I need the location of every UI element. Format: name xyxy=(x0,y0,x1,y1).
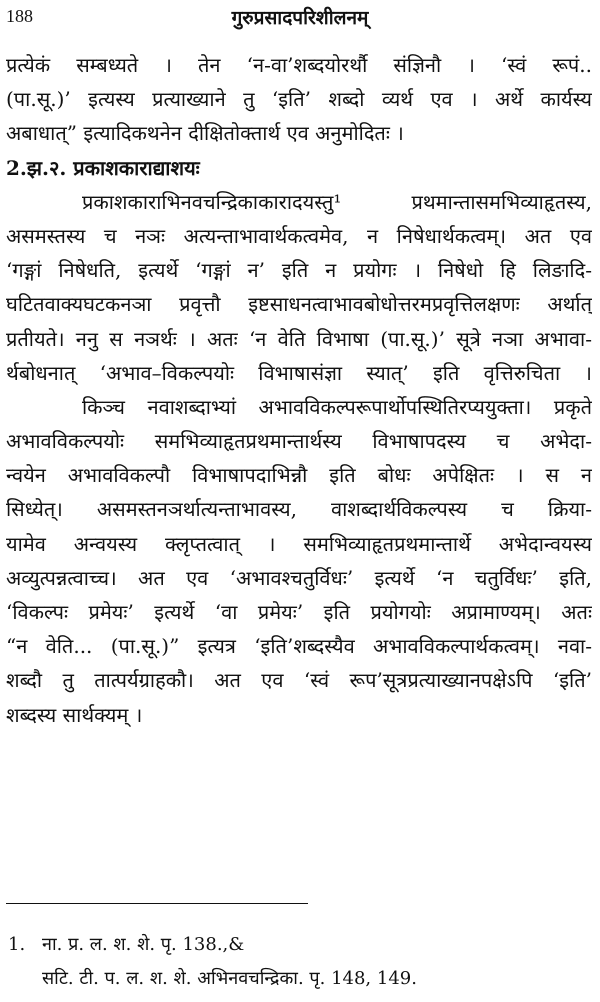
text-line: प्रत्येकं सम्बध्यते । तेन ‘न-वा’शब्दयोरर्थौ संज्ञिनौ । ‘स्वं रूपं.. xyxy=(6,53,592,77)
text-line: सिध्येत्। असमस्तनञर्थात्यन्ताभावस्य, वाशब्दार्थविकल्पस्य च क्रिया- xyxy=(6,497,592,522)
page-header xyxy=(0,2,600,32)
text-line: अव्युत्पन्नत्वाच्च। अत एव ‘अभावश्चतुर्विधः’ इत्यर्थे ‘न चतुर्विधः’ इति, xyxy=(6,565,592,590)
footnote-line xyxy=(0,962,600,996)
text-line: घटितवाक्यघटकनञा प्रवृत्तौ इष्टसाधनत्वाभावबोधोत्तरमप्रवृत्तिलक्षणः अर्थात् xyxy=(6,292,592,317)
text-line: ‘गङ्गां निषेधति, इत्यर्थे ‘गङ्गां न’ इति न प्रयोगः । निषेधो हि लिङादि- xyxy=(6,258,592,283)
text-line: शब्दस्य सार्थक्यम् । xyxy=(6,702,143,727)
body-text xyxy=(0,48,600,732)
text-line: प्रकाशकाराभिनवचन्द्रिकाकारादयस्तु¹ प्रथमान्तासमभिव्याहृतस्य, xyxy=(82,189,592,214)
page-number: 188 xyxy=(6,6,33,26)
text-line: न्वयेन अभावविकल्पौ विभाषापदाभिन्नौ इति बोधः अपेक्षितः । स न xyxy=(6,463,592,488)
text-line: ‘विकल्पः प्रमेयः’ इत्यर्थे ‘वा प्रमेयः’ इति प्रयोगयोः अप्रामाण्यम्। अतः xyxy=(6,600,592,624)
text-line: शब्दौ तु तात्पर्यग्राहकौ। अत एव ‘स्वं रूप’सूत्रप्रत्याख्यानपक्षेऽपि ‘इति’ xyxy=(6,668,592,693)
text-line: “न वेति... (पा.सू.)” इत्यत्र ‘इति’शब्दस्यैव अभावविकल्पार्थकत्वम्। नवा- xyxy=(6,634,592,659)
footnote-text: सटि. टी. प. ल. श. शे. अभिनवचन्द्रिका. पृ. 148, 149. xyxy=(42,968,417,989)
text-line: (पा.सू.)’ इत्यस्य प्रत्याख्याने तु ‘इति’ शब्दो व्यर्थ एव । अर्थे कार्यस्य xyxy=(6,87,592,112)
text-line: यामेव अन्वयस्य क्लृप्तत्वात् । समभिव्याहृतप्रथमान्तार्थे अभेदान्वयस्य xyxy=(6,531,592,556)
text-line: अबाधात्” इत्यादिकथनेन दीक्षितोक्तार्थ एव अनुमोदितः । xyxy=(6,121,404,146)
footnote-divider xyxy=(6,903,308,904)
section-heading: 2.झ.२. प्रकाशकाराद्याशयः xyxy=(6,155,200,180)
text-line: किञ्च नवाशब्दाभ्यां अभावविकल्परूपार्थोपस्थितिरप्ययुक्ता। प्रकृते xyxy=(82,394,592,419)
running-title: गुरुप्रसादपरिशीलनम् xyxy=(231,7,369,29)
footnote-line xyxy=(0,928,600,962)
text-line: अभावविकल्पयोः समभिव्याहृतप्रथमान्तार्थस्य विभाषापदस्य च अभेदा- xyxy=(6,429,592,454)
footnotes xyxy=(0,928,600,996)
text-line: असमस्तस्य च नञः अत्यन्ताभावार्थकत्वमेव, न निषेधार्थकत्वम्। अत एव xyxy=(6,223,592,248)
text-line: प्रतीयते। ननु स नञर्थः । अतः ‘न वेति विभाषा (पा.सू.)’ सूत्रे नञा अभावा- xyxy=(6,326,592,351)
text-line: र्थबोधनात् ‘अभाव–विकल्पयोः विभाषासंज्ञा स्यात्’ इति वृत्तिरुचिता । xyxy=(6,360,592,385)
footnote-text: ना. प्र. ल. श. शे. पृ. 138.,& xyxy=(42,934,245,955)
footnote-marker: 1. xyxy=(8,934,26,955)
